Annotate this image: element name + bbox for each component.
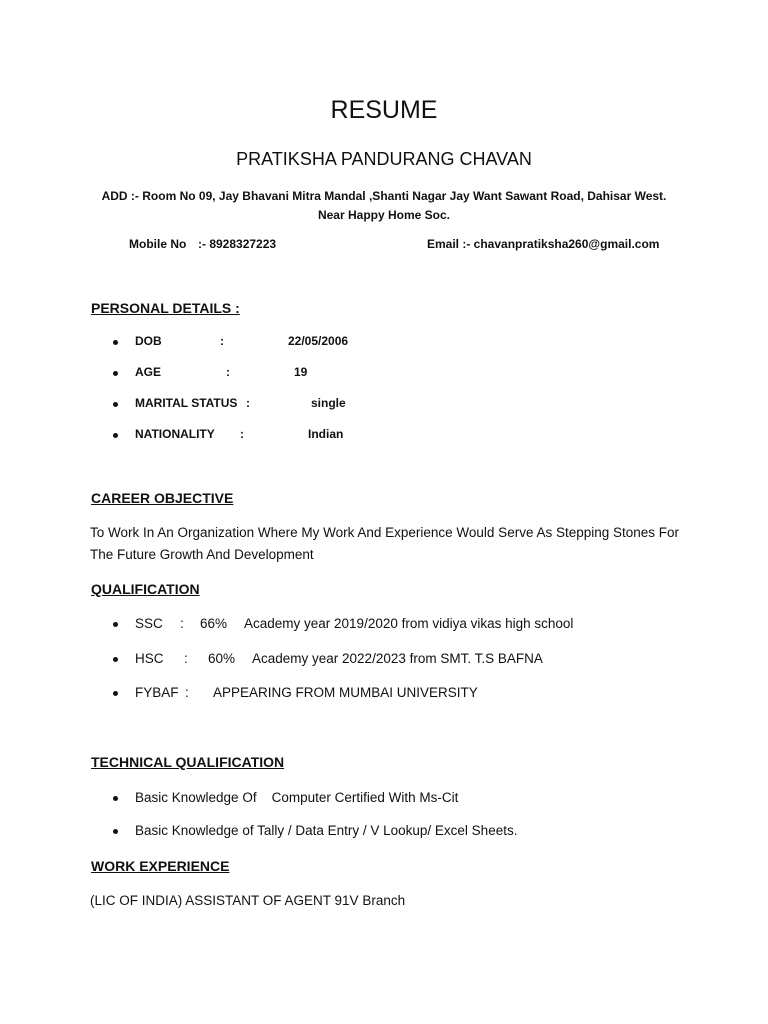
bullet-icon bbox=[113, 691, 118, 696]
bullet-icon bbox=[113, 433, 118, 438]
bullet-icon bbox=[113, 657, 118, 662]
career-objective-heading: CAREER OBJECTIVE bbox=[91, 490, 234, 506]
nationality-label: NATIONALITY bbox=[135, 427, 215, 441]
age-label: AGE bbox=[135, 365, 162, 379]
nationality-value: Indian bbox=[308, 427, 344, 441]
hsc-colon: : bbox=[184, 651, 188, 666]
mobile-label: Mobile No bbox=[129, 237, 187, 251]
bullet-icon bbox=[113, 829, 118, 834]
hsc-score: 60% bbox=[208, 651, 236, 666]
ssc-label: SSC bbox=[135, 616, 163, 631]
mobile-value: :- 8928327223 bbox=[198, 237, 277, 251]
marital-status-value: single bbox=[311, 396, 346, 410]
candidate-name: PRATIKSHA PANDURANG CHAVAN bbox=[236, 149, 532, 169]
bullet-icon bbox=[113, 622, 118, 627]
technical-item: Basic Knowledge of Tally / Data Entry / V Lookup/ Excel Sheets. bbox=[135, 823, 518, 838]
nationality-colon: : bbox=[240, 427, 244, 441]
marital-status-label: MARITAL STATUS bbox=[135, 396, 238, 410]
work-experience-text: (LIC OF INDIA) ASSISTANT OF AGENT 91V Branch bbox=[90, 893, 406, 908]
ssc-colon: : bbox=[180, 616, 184, 631]
work-experience-heading: WORK EXPERIENCE bbox=[91, 858, 230, 874]
fybaf-detail: APPEARING FROM MUMBAI UNIVERSITY bbox=[213, 685, 478, 700]
qualification-heading: QUALIFICATION bbox=[91, 581, 200, 597]
bullet-icon bbox=[113, 796, 118, 801]
age-value: 19 bbox=[294, 365, 308, 379]
dob-value: 22/05/2006 bbox=[288, 334, 349, 348]
dob-colon: : bbox=[220, 334, 224, 348]
personal-details-heading: PERSONAL DETAILS : bbox=[91, 300, 240, 316]
career-objective-text: To Work In An Organization Where My Work And Experience Would Serve As Stepping Stones For The Future Growth And Development bbox=[90, 525, 680, 562]
ssc-score: 66% bbox=[200, 616, 228, 631]
document-title: RESUME bbox=[330, 96, 438, 124]
fybaf-label: FYBAF bbox=[135, 685, 179, 700]
technical-qualification-heading: TECHNICAL QUALIFICATION bbox=[91, 754, 285, 770]
bullet-icon bbox=[113, 340, 118, 345]
hsc-detail: Academy year 2022/2023 from SMT. T.S BAFNA bbox=[252, 651, 543, 666]
bullet-icon bbox=[113, 402, 118, 407]
email: Email :- chavanpratiksha260@gmail.com bbox=[427, 237, 660, 251]
age-colon: : bbox=[226, 365, 230, 379]
address: ADD :- Room No 09, Jay Bhavani Mitra Mandal ,Shanti Nagar Jay Want Sawant Road, Dahisar West. Near Happy Home Soc. bbox=[101, 189, 667, 222]
hsc-label: HSC bbox=[135, 651, 164, 666]
technical-item: Basic Knowledge Of Computer Certified With Ms-Cit bbox=[135, 790, 459, 805]
marital-status-colon: : bbox=[246, 396, 250, 410]
ssc-detail: Academy year 2019/2020 from vidiya vikas high school bbox=[244, 616, 574, 631]
fybaf-colon: : bbox=[185, 685, 189, 700]
bullet-icon bbox=[113, 371, 118, 376]
dob-label: DOB bbox=[135, 334, 162, 348]
